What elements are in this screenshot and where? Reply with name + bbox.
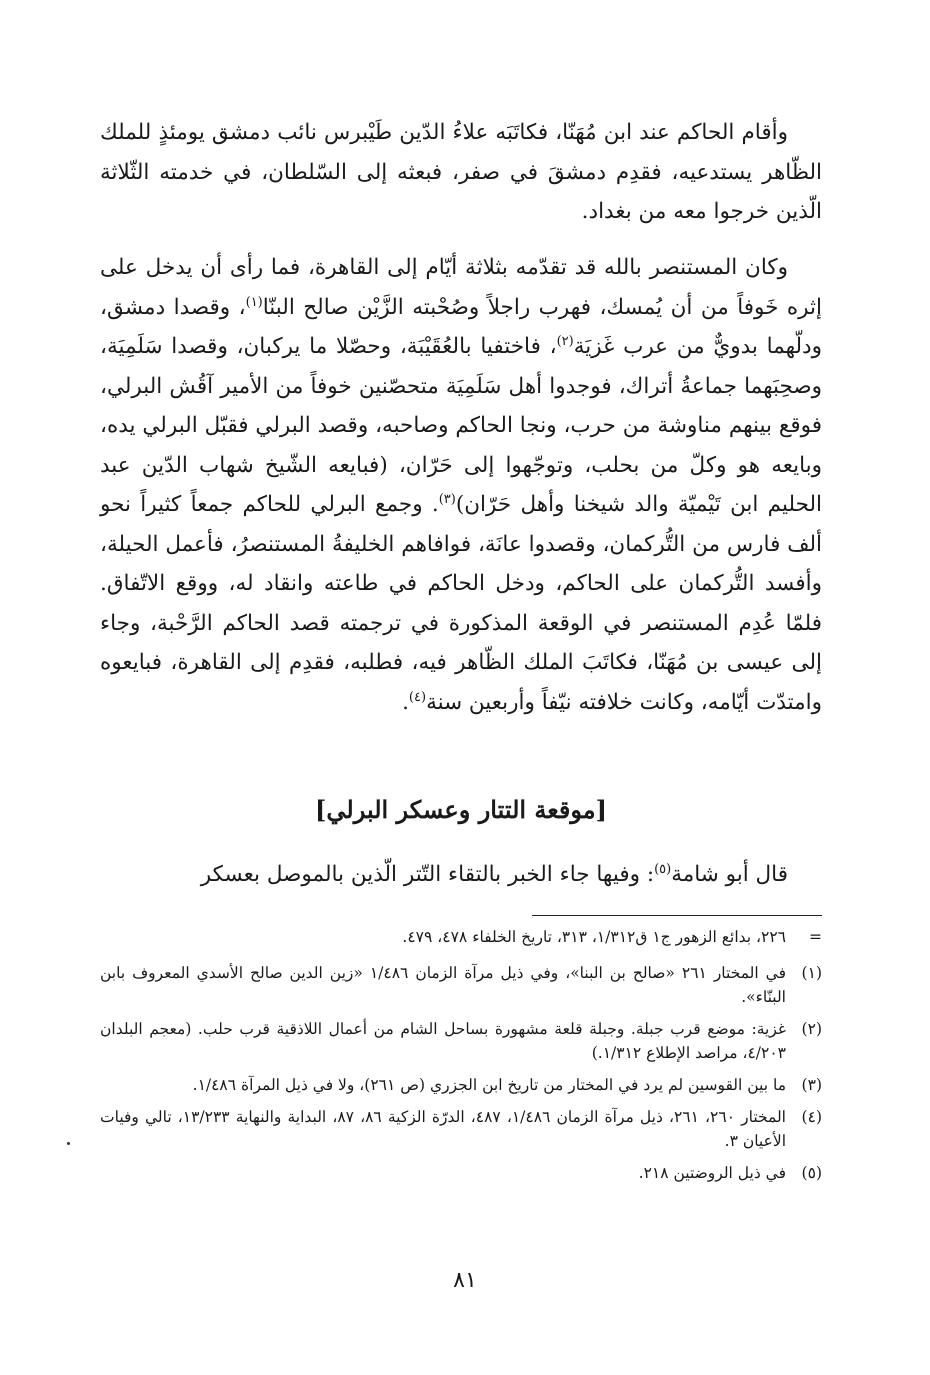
footnote-text: في ذيل الروضتين ٢١٨. <box>638 1164 786 1182</box>
paragraph-2-part-d: . وجمع البرلي للحاكم جمعاً كثيراً نحو ألف فارس من التُّركمان، وقصدوا عانَة، فوافاهم الخليفةُ المستنصرُ، فأعمل الحيلة، وأفسد التُّركمان على الحاكم، ودخل الحاكم في طاعته وانقاد له، ووقع الاتّفاق. فلمّا عُدِم المستنصر في الوقعة المذكورة في ترجمته قصد الحاكم الرَّحْبة، وجاء إلى عيسى بن مُهَنّا، فكاتَبَ الملك الظّاهر فيه، فطلبه، فقدِم إلى القاهرة، فبايعوه وامتدّت أيّامه، وكانت خلافته نيّفاً وأربعين سنة <box>100 492 822 715</box>
footnote-text: المختار ٢٦٠، ٢٦١، ذيل مرآة الزمان ١/٤٨٦، ٤٨٧، الدرّة الزكية ٨٦، ٨٧، البداية والنهاية ١٣/٢٣٣، تالي وفيات الأعيان ٣. <box>100 1108 786 1150</box>
footnote-number: (٢) <box>801 1020 822 1038</box>
footnote-3 <box>100 1073 822 1097</box>
footnotes <box>100 925 822 1193</box>
footnote-2 <box>100 1017 822 1065</box>
paragraph-3 <box>100 855 822 895</box>
paragraph-2-part-b: ، وقصدا دمشق، ودلّهما بدويٌّ من عرب غَزيَة <box>100 294 822 359</box>
footnote-number: (٤) <box>801 1108 822 1126</box>
paragraph-2-part-e: . <box>402 689 409 715</box>
footnote-continuation-mark: = <box>809 928 822 946</box>
footnote-ref-2[interactable]: (٢) <box>556 333 574 349</box>
footnote-1 <box>100 961 822 1009</box>
footnote-ref-1[interactable]: (١) <box>245 294 263 310</box>
footnote-number: (١) <box>801 964 822 982</box>
footnote-text: ما بين القوسين لم يرد في المختار من تاريخ ابن الجزري (ص ٢٦١)، ولا في ذيل المرآة ١/٤٨٦. <box>192 1076 786 1094</box>
footnote-continuation <box>100 925 822 949</box>
paragraph-2-part-c: ، فاختفيا بالعُقَيْبَة، وحصّلا ما يركبان، وقصدا سَلَمِيَة، وصحِبَهما جماعةُ أتراك، فوجدوا أهل سَلَمِيَة متحصّنين خوفاً من الأمير آقُش البرلي، فوقع بينهم مناوشة من حرب، ونجا الحاكم وصاحبه، وقصد البرلي فقبّل البرلي يده، وبايعه هو وكلّ من بحلب، وتوجّهوا إلى حَرّان، (فبايعه الشّيخ شهاب الدّين عبد الحليم ابن تَيْميّة والد شيخنا وأهل حَرّان) <box>100 334 822 517</box>
page-number: ٨١ <box>453 1268 477 1293</box>
footnote-separator <box>532 915 822 916</box>
footnote-ref-5[interactable]: (٥) <box>654 861 672 877</box>
paragraph-1-text: وأقام الحاكم عند ابن مُهَنّا، فكاتَبَه علاءُ الدّين طَيْبرس نائب دمشق يومئذٍ للملك الظّاهر يستدعيه، فقدِم دمشقَ في صفر، فبعثه إلى السّلطان، في خدمته الثّلاثة الّذين خرجوا معه من بغداد. <box>100 120 822 224</box>
footnote-ref-4[interactable]: (٤) <box>408 689 427 705</box>
footnote-number: (٣) <box>801 1076 822 1094</box>
paragraph-1 <box>100 113 822 232</box>
footnote-5 <box>100 1161 822 1185</box>
paragraph-2-part-a: وكان المستنصر بالله قد تقدّمه بثلاثة أيّام إلى القاهرة، فما رأى أن يدخل على إثره خَوفاً من أن يُمسك، فهرب راجلاً وصُحْبته الزَّيْن صالح البنّا <box>100 255 822 320</box>
paragraph-3-text <box>100 855 822 895</box>
footnote-ref-3[interactable]: (٣) <box>438 491 456 507</box>
scan-dot <box>67 1142 70 1145</box>
footnote-4 <box>100 1105 822 1153</box>
footnote-continuation-text: ٢٢٦، بدائع الزهور ج١ ق١/٣١٢، ٣١٣، تاريخ الخلفاء ٤٧٨، ٤٧٩. <box>402 928 786 946</box>
paragraph-2 <box>100 248 822 722</box>
paragraph-3-part-b: : وفيها جاء الخبر بالتقاء التّتر الّذين بالموصل بعسكر <box>200 862 655 887</box>
section-heading: [موقعة التتار وعسكر البرلي] <box>315 795 607 824</box>
footnote-number: (٥) <box>801 1164 822 1182</box>
paragraph-3-part-a: قال أبو شامة <box>671 862 788 887</box>
footnote-text: في المختار ٢٦١ «صالح بن البنا»، وفي ذيل مرآة الزمان ١/٤٨٦ «زين الدين صالح الأسدي المعروف بابن البنّاء». <box>100 964 786 1006</box>
footnote-text: غزية: موضع قرب جبلة. وجبلة قلعة مشهورة بساحل الشام من أعمال اللاذقية قرب حلب. (معجم البلدان ٤/٢٠٣، مراصد الإطلاع ١/٣١٢.) <box>100 1020 786 1062</box>
paragraph-2-text <box>100 248 822 722</box>
